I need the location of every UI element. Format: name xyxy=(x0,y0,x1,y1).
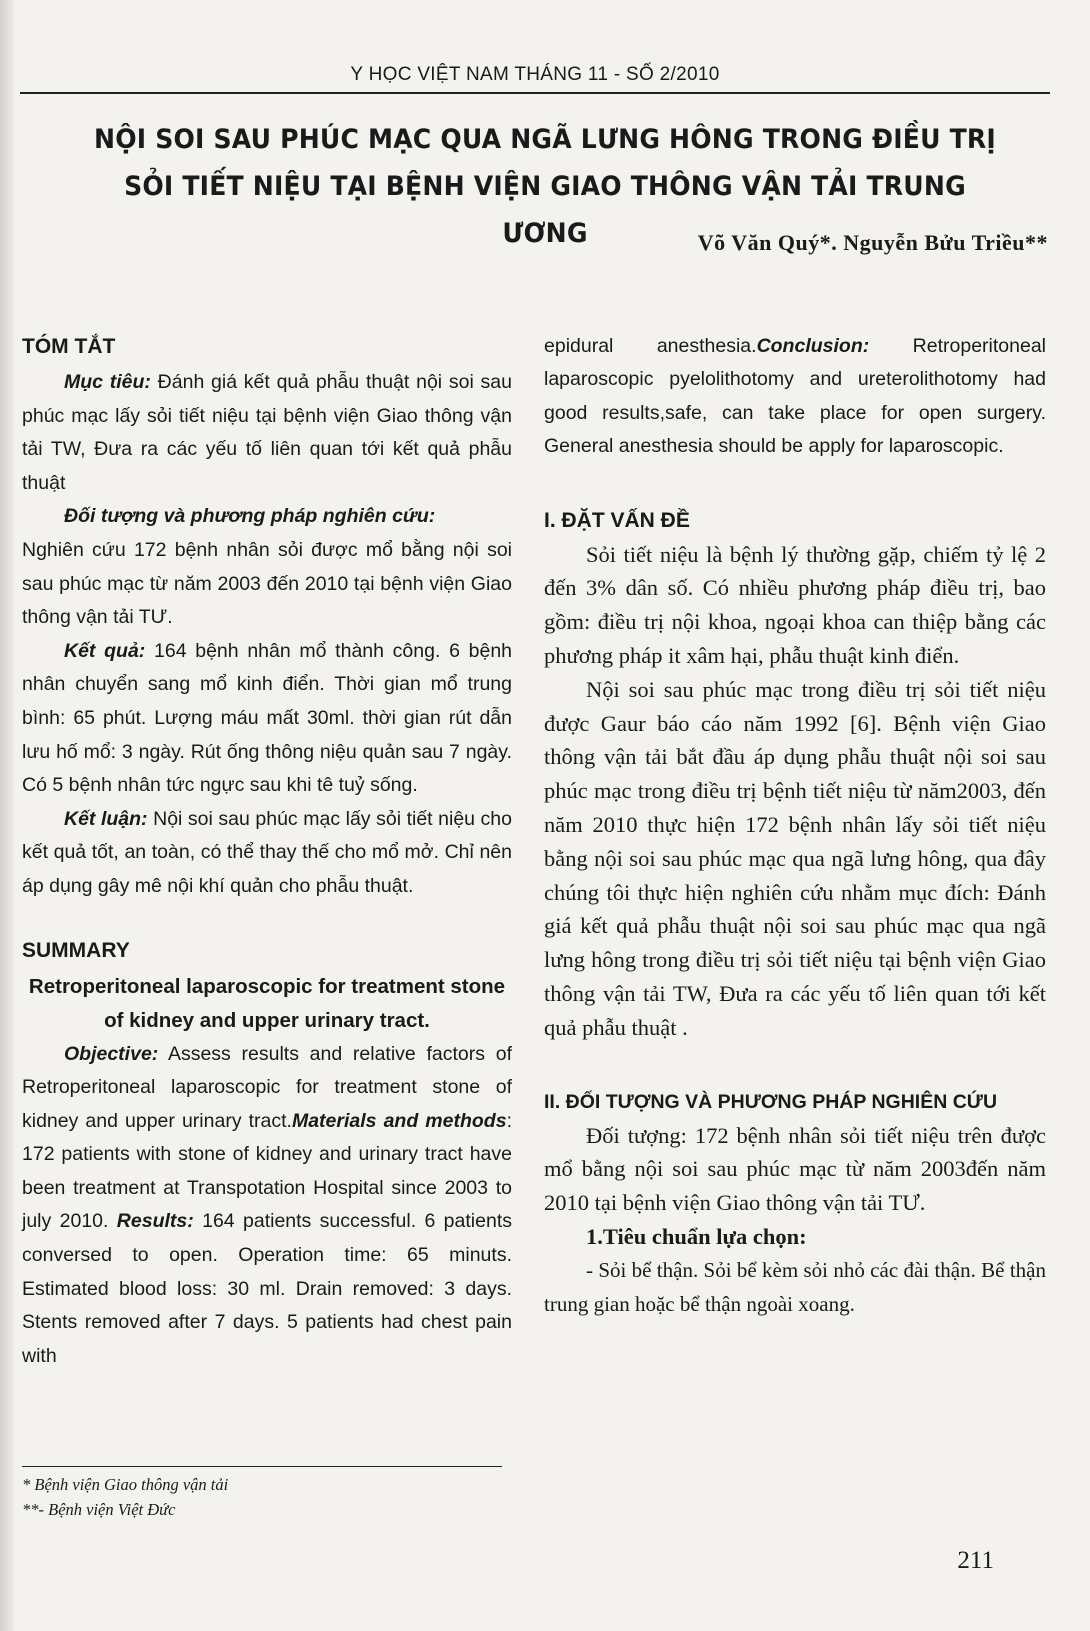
muc-tieu-paragraph xyxy=(22,366,512,500)
conclusion-text: Retroperitoneal laparoscopic pyelolithotomy and ureterolithotomy had good results,safe, can take place for open surgery. General anesthesia should be apply for laparoscopic. xyxy=(544,335,1046,458)
results-text: 164 patients successful. 6 patients conversed to open. Operation time: 65 minuts. Estimated blood loss: 30 ml. Drain removed: 3 days. Stents removed after 7 days. 5 patients had chest pain with xyxy=(22,1210,512,1367)
ket-qua-text: 164 bệnh nhân mổ thành công. 6 bệnh nhân chuyển sang mổ kinh điển. Thời gian mổ trung bình: 65 phút. Lượng máu mất 30ml. thời gian rút dẫn lưu hố mổ: 3 ngày. Rút ống thông niệu quản sau 7 ngày. Có 5 bệnh nhân tức ngực sau khi tê tuỷ sống. xyxy=(22,639,513,797)
objective-label: Objective: xyxy=(64,1042,159,1065)
summary-body xyxy=(22,1038,512,1374)
ket-luan-label: Kết luận: xyxy=(64,807,148,830)
summary-continued xyxy=(544,330,1046,464)
ket-qua-label: Kết quả: xyxy=(64,639,146,662)
authors: Võ Văn Quý*. Nguyễn Bửu Triều** xyxy=(697,230,1048,255)
results-label: Results: xyxy=(116,1210,194,1233)
title-line-1: NỘI SOI SAU PHÚC MẠC QUA NGÃ LƯNG HÔNG TRONG ĐIỀU TRỊ xyxy=(94,124,996,155)
header-rule xyxy=(20,92,1050,94)
objective-text: Assess results and relative factors of Retroperitoneal laparoscopic for treatment stone of kidney and upper urinary tract. xyxy=(22,1042,512,1132)
running-header: Y HỌC VIỆT NAM THÁNG 11 - SỐ 2/2010 xyxy=(350,64,720,85)
footnote-rule xyxy=(22,1466,502,1467)
methods-label: Materials and methods xyxy=(291,1109,507,1132)
muc-tieu-label: Mục tiêu: xyxy=(64,371,151,393)
doi-tuong-paragraph: Nghiên cứu 172 bệnh nhân sỏi được mổ bằng nội soi sau phúc mạc từ năm 2003 đến 2010 tại bệnh viện Giao thông vận tải TƯ. xyxy=(22,538,512,629)
section-2-subheading: 1.Tiêu chuẩn lựa chọn: xyxy=(586,1223,807,1249)
ket-luan-text: Nội soi sau phúc mạc lấy sỏi tiết niệu cho kết quả tốt, an toàn, có thể thay thế cho mổ mở. Chỉ nên áp dụng gây mê nội khí quản cho phẫu thuật. xyxy=(22,807,512,897)
summary-title: Retroperitoneal laparoscopic for treatment stone of kidney and upper urinary tract. xyxy=(28,974,506,1032)
tom-tat-heading: TÓM TẮT xyxy=(22,335,116,358)
section-1-paragraph-2: Nội soi sau phúc mạc trong điều trị sỏi tiết niệu được Gaur báo cáo năm 1992 [6]. Bệnh viện Giao thông vận tải bắt đầu áp dụng phẫu thuật nội soi sau phúc mạc trong điều trị bệnh tiết niệu từ năm2003, đến năm 2010 thực hiện 172 bệnh nhân lấy sỏi tiết niệu bằng nội soi sau phúc mạc qua ngã lưng hông, qua đây chúng tôi thực hiện nghiên cứu nhằm mục đích: Đánh giá kết quả phẫu thuật nội soi sau phúc mạc qua ngã lưng hông trong điều trị sỏi tiết niệu tại bệnh viện Giao thông vận tải TW, Đưa ra các yếu tố liên quan tới kết quả phẫu thuật . xyxy=(544,676,1046,1040)
title-line-2: SỎI TIẾT NIỆU TẠI BỆNH VIỆN GIAO THÔNG VẬN TẢI TRUNG ƯƠNG xyxy=(124,171,966,249)
section-2-paragraph-2: - Sỏi bể thận. Sỏi bể kèm sỏi nhỏ các đài thận. Bể thận trung gian hoặc bể thận ngoài xoang. xyxy=(544,1257,1046,1316)
section-1-paragraph-1: Sỏi tiết niệu là bệnh lý thường gặp, chiếm tỷ lệ 2 đến 3% dân số. Có nhiều phương pháp điều trị, bao gồm: điều trị nội khoa, ngoại khoa can thiệp bằng các phương pháp it xâm hại, phẫu thuật kinh điển. xyxy=(544,541,1046,669)
section-1-body xyxy=(544,538,1046,1045)
section-2-body xyxy=(544,1119,1046,1322)
conclusion-label: Conclusion: xyxy=(756,335,870,357)
footnote-2: **- Bệnh viện Việt Đức xyxy=(22,1500,176,1519)
footnotes xyxy=(22,1472,502,1522)
section-2-paragraph-1: Đối tượng: 172 bệnh nhân sỏi tiết niệu trên được mổ bằng nội soi sau phúc mạc từ năm 2003đến năm 2010 tại bệnh viện Giao thông vận tải TƯ. xyxy=(544,1122,1046,1216)
doi-tuong-label-paragraph xyxy=(22,500,512,534)
page-number: 211 xyxy=(957,1547,994,1574)
summary-heading: SUMMARY xyxy=(22,938,130,962)
right-column xyxy=(544,330,1046,1322)
continued-text: epidural anesthesia. xyxy=(544,335,757,357)
methods-text: : 172 patients with stone of kidney and urinary tract have been treatment at Transpotation Hospital since 2003 to july 2010. xyxy=(22,1109,512,1233)
section-1-heading: I. ĐẶT VẤN ĐỀ xyxy=(544,508,690,532)
doi-tuong-label: Đối tượng và phương pháp nghiên cứu: xyxy=(64,505,436,528)
ket-luan-paragraph xyxy=(22,803,512,904)
footnote-1: * Bệnh viện Giao thông vận tải xyxy=(22,1475,229,1494)
muc-tieu-text: Đánh giá kết quả phẫu thuật nội soi sau phúc mạc lấy sỏi tiết niệu tại bệnh viện Giao thông vận tải TW, Đưa ra các yếu tố liên quan tới kết quả phẫu thuật xyxy=(22,371,512,494)
page-edge-shadow xyxy=(0,0,14,1631)
section-2-heading: II. ĐỐI TƯỢNG VÀ PHƯƠNG PHÁP NGHIÊN CỨU xyxy=(544,1090,998,1113)
left-column xyxy=(22,330,512,1373)
ket-qua-paragraph xyxy=(22,635,512,803)
